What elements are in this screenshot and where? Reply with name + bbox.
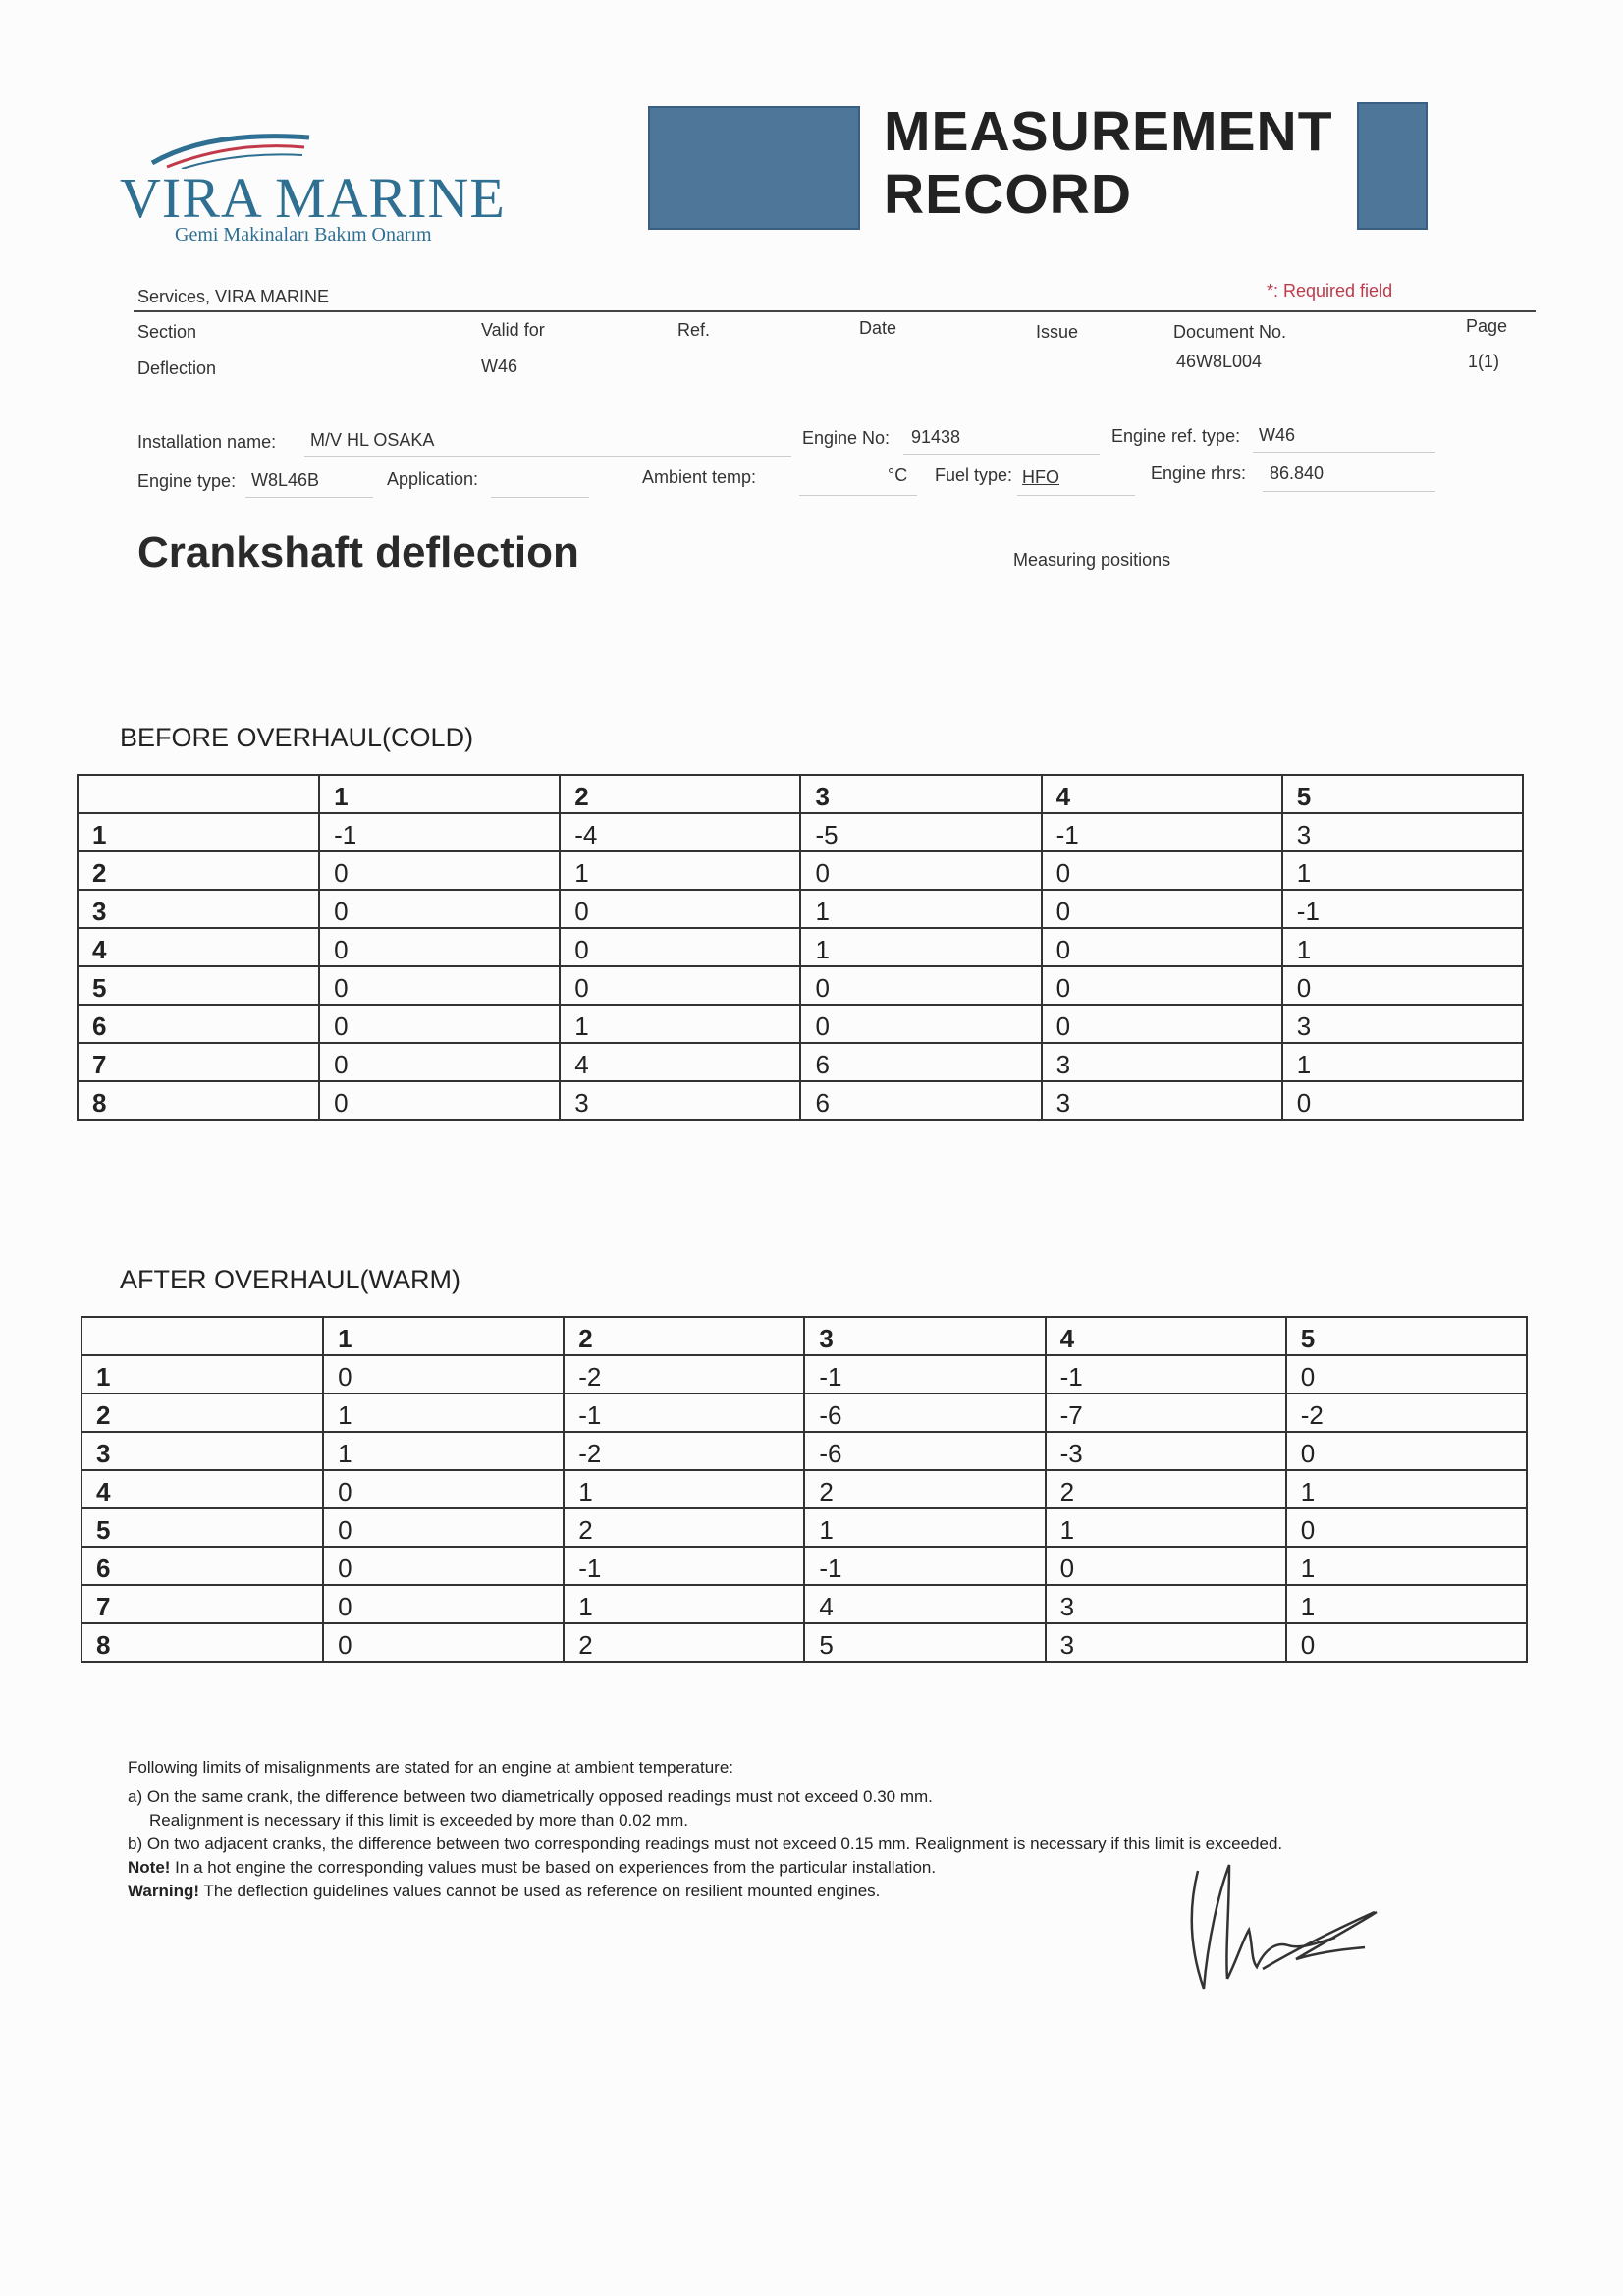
table-row bbox=[81, 1585, 1527, 1623]
table-row bbox=[81, 1623, 1527, 1662]
deflection-cell: -1 bbox=[1042, 813, 1282, 851]
row-header: 6 bbox=[78, 1005, 319, 1043]
row-header: 6 bbox=[81, 1547, 323, 1585]
deflection-cell: 0 bbox=[319, 928, 560, 966]
title-box-right bbox=[1357, 102, 1428, 230]
column-header: 1 bbox=[323, 1317, 564, 1355]
deflection-cell: 1 bbox=[1286, 1547, 1527, 1585]
notes-note bbox=[128, 1856, 1282, 1880]
table-row bbox=[78, 966, 1523, 1005]
row-header: 1 bbox=[81, 1355, 323, 1394]
engine-ref-value: W46 bbox=[1259, 425, 1296, 445]
deflection-cell: -5 bbox=[800, 813, 1041, 851]
deflection-cell: 0 bbox=[319, 1005, 560, 1043]
table-corner-cell bbox=[81, 1317, 323, 1355]
engine-rhrs-label: Engine rhrs: bbox=[1151, 464, 1247, 483]
row-header: 5 bbox=[81, 1508, 323, 1547]
valid-for-label: Valid for bbox=[481, 320, 545, 340]
row-header: 4 bbox=[78, 928, 319, 966]
note-label: Note! bbox=[128, 1858, 171, 1877]
row-header: 5 bbox=[78, 966, 319, 1005]
column-header: 3 bbox=[800, 775, 1041, 813]
deflection-cell: 4 bbox=[804, 1585, 1045, 1623]
deflection-cell: 1 bbox=[323, 1394, 564, 1432]
deflection-cell: -1 bbox=[564, 1394, 804, 1432]
column-header: 1 bbox=[319, 775, 560, 813]
row-header: 2 bbox=[81, 1394, 323, 1432]
table-row bbox=[81, 1508, 1527, 1547]
deflection-cell: 0 bbox=[1042, 1005, 1282, 1043]
deflection-cell: 0 bbox=[1282, 1081, 1523, 1120]
deflection-cell: 0 bbox=[1286, 1623, 1527, 1662]
deflection-cell: 0 bbox=[323, 1623, 564, 1662]
deflection-cell: 0 bbox=[323, 1508, 564, 1547]
engine-rhrs-value: 86.840 bbox=[1270, 464, 1325, 483]
valid-for-value: W46 bbox=[481, 356, 518, 376]
page-value: 1(1) bbox=[1468, 352, 1500, 371]
notes-b: b) On two adjacent cranks, the difference between two corresponding readings must not exceed 0.15 mm. Realignment is necessary if this limit is exceeded. bbox=[128, 1834, 1283, 1853]
deflection-cell: -1 bbox=[319, 813, 560, 851]
deflection-cell: -4 bbox=[560, 813, 800, 851]
warning-text: The deflection guidelines values cannot be used as reference on resilient mounted engines. bbox=[199, 1882, 881, 1900]
table-row bbox=[78, 851, 1523, 890]
deflection-cell: 0 bbox=[1042, 928, 1282, 966]
deflection-cell: 0 bbox=[319, 851, 560, 890]
deflection-cell: -1 bbox=[1282, 890, 1523, 928]
row-header: 7 bbox=[78, 1043, 319, 1081]
table-row bbox=[81, 1394, 1527, 1432]
application-label: Application: bbox=[387, 469, 479, 489]
section-value: Deflection bbox=[137, 358, 217, 378]
notes-intro: Following limits of misalignments are stated for an engine at ambient temperature: bbox=[128, 1758, 734, 1777]
table-row bbox=[78, 1043, 1523, 1081]
deflection-cell: -6 bbox=[804, 1394, 1045, 1432]
deflection-cell: 1 bbox=[564, 1470, 804, 1508]
deflection-cell: -2 bbox=[1286, 1394, 1527, 1432]
deflection-cell: 1 bbox=[564, 1585, 804, 1623]
column-header: 2 bbox=[560, 775, 800, 813]
fuel-type-field-line bbox=[1017, 495, 1135, 496]
engine-type-label: Engine type: bbox=[137, 471, 237, 491]
ambient-temp-unit: °C bbox=[888, 465, 908, 485]
deflection-cell: 0 bbox=[560, 966, 800, 1005]
deflection-cell: 1 bbox=[1286, 1585, 1527, 1623]
deflection-cell: -2 bbox=[564, 1355, 804, 1394]
section-label: Section bbox=[137, 322, 197, 342]
deflection-cell: 0 bbox=[560, 928, 800, 966]
engine-no-value: 91438 bbox=[911, 427, 961, 447]
header-rule bbox=[134, 310, 1536, 312]
deflection-cell: 3 bbox=[1042, 1043, 1282, 1081]
row-header: 3 bbox=[81, 1432, 323, 1470]
row-header: 8 bbox=[78, 1081, 319, 1120]
row-header: 7 bbox=[81, 1585, 323, 1623]
row-header: 8 bbox=[81, 1623, 323, 1662]
deflection-cell: 0 bbox=[323, 1585, 564, 1623]
table-row bbox=[78, 1005, 1523, 1043]
company-tagline: Gemi Makinaları Bakım Onarım bbox=[175, 224, 432, 246]
after-heading: AFTER OVERHAUL(WARM) bbox=[120, 1265, 461, 1294]
deflection-cell: 0 bbox=[800, 851, 1041, 890]
deflection-cell: 1 bbox=[1046, 1508, 1286, 1547]
fuel-type-value: HFO bbox=[1022, 467, 1059, 487]
deflection-cell: 3 bbox=[1042, 1081, 1282, 1120]
row-header: 4 bbox=[81, 1470, 323, 1508]
column-header: 5 bbox=[1282, 775, 1523, 813]
deflection-cell: 0 bbox=[1286, 1508, 1527, 1547]
deflection-cell: 0 bbox=[560, 890, 800, 928]
ambient-temp-label: Ambient temp: bbox=[642, 467, 757, 487]
deflection-cell: 0 bbox=[800, 966, 1041, 1005]
deflection-cell: 1 bbox=[1282, 928, 1523, 966]
row-header: 1 bbox=[78, 813, 319, 851]
deflection-cell: 0 bbox=[319, 1081, 560, 1120]
deflection-cell: 2 bbox=[564, 1508, 804, 1547]
ref-label: Ref. bbox=[677, 320, 711, 340]
table-corner-cell bbox=[78, 775, 319, 813]
deflection-cell: 0 bbox=[1042, 851, 1282, 890]
table-row bbox=[81, 1432, 1527, 1470]
deflection-cell: -7 bbox=[1046, 1394, 1286, 1432]
signature bbox=[1168, 1851, 1394, 2008]
company-logo: VIRA MARINE bbox=[120, 166, 506, 230]
services-label: Services, VIRA MARINE bbox=[137, 287, 330, 306]
main-title: Crankshaft deflection bbox=[137, 528, 579, 576]
row-header: 3 bbox=[78, 890, 319, 928]
column-header: 5 bbox=[1286, 1317, 1527, 1355]
table-row bbox=[81, 1547, 1527, 1585]
installation-label: Installation name: bbox=[137, 432, 277, 452]
required-field-note: *: Required field bbox=[1267, 281, 1393, 301]
date-label: Date bbox=[859, 318, 897, 338]
table-row bbox=[78, 1081, 1523, 1120]
deflection-cell: 6 bbox=[800, 1043, 1041, 1081]
table-row bbox=[78, 890, 1523, 928]
deflection-cell: 2 bbox=[564, 1623, 804, 1662]
page-label: Page bbox=[1466, 316, 1508, 336]
deflection-cell: 3 bbox=[1046, 1585, 1286, 1623]
column-header: 4 bbox=[1042, 775, 1282, 813]
deflection-cell: -6 bbox=[804, 1432, 1045, 1470]
table-row bbox=[81, 1470, 1527, 1508]
table-row bbox=[78, 928, 1523, 966]
column-header: 4 bbox=[1046, 1317, 1286, 1355]
deflection-cell: 0 bbox=[1286, 1432, 1527, 1470]
record-title-line1: MEASUREMENT bbox=[884, 100, 1333, 163]
deflection-cell: -1 bbox=[804, 1355, 1045, 1394]
deflection-cell: -2 bbox=[564, 1432, 804, 1470]
engine-ref-label: Engine ref. type: bbox=[1111, 426, 1241, 446]
note-text: In a hot engine the corresponding values must be based on experiences from the particular installation. bbox=[170, 1858, 937, 1877]
deflection-cell: 0 bbox=[323, 1547, 564, 1585]
document-no-value: 46W8L004 bbox=[1176, 352, 1263, 371]
warning-label: Warning! bbox=[128, 1882, 200, 1900]
deflection-cell: 1 bbox=[560, 851, 800, 890]
deflection-cell: 1 bbox=[1286, 1470, 1527, 1508]
document-no-label: Document No. bbox=[1173, 322, 1287, 342]
engine-ref-field-line bbox=[1253, 452, 1435, 453]
engine-no-field-line bbox=[903, 454, 1100, 455]
deflection-cell: 0 bbox=[1046, 1547, 1286, 1585]
application-field-line bbox=[491, 497, 589, 498]
deflection-cell: 1 bbox=[800, 928, 1041, 966]
table-row bbox=[78, 813, 1523, 851]
ambient-temp-field-line bbox=[799, 495, 917, 496]
deflection-cell: 0 bbox=[323, 1470, 564, 1508]
fuel-type-label: Fuel type: bbox=[935, 465, 1013, 485]
column-header: 2 bbox=[564, 1317, 804, 1355]
issue-label: Issue bbox=[1036, 322, 1079, 342]
deflection-cell: 3 bbox=[560, 1081, 800, 1120]
engine-rhrs-field-line bbox=[1263, 491, 1435, 492]
deflection-cell: 0 bbox=[1286, 1355, 1527, 1394]
installation-value: M/V HL OSAKA bbox=[310, 430, 435, 450]
engine-type-value: W8L46B bbox=[251, 470, 320, 490]
deflection-cell: 1 bbox=[1282, 851, 1523, 890]
misalignment-notes bbox=[128, 1756, 1282, 1903]
deflection-cell: 0 bbox=[319, 966, 560, 1005]
before-heading: BEFORE OVERHAUL(COLD) bbox=[120, 723, 474, 752]
deflection-cell: 1 bbox=[560, 1005, 800, 1043]
table-header-row bbox=[78, 775, 1523, 813]
record-title bbox=[884, 100, 1333, 226]
deflection-cell: 1 bbox=[323, 1432, 564, 1470]
deflection-cell: 6 bbox=[800, 1081, 1041, 1120]
deflection-cell: -1 bbox=[564, 1547, 804, 1585]
deflection-cell: 1 bbox=[1282, 1043, 1523, 1081]
deflection-cell: 0 bbox=[323, 1355, 564, 1394]
deflection-cell: 0 bbox=[319, 890, 560, 928]
record-title-line2: RECORD bbox=[884, 163, 1133, 226]
deflection-cell: 4 bbox=[560, 1043, 800, 1081]
deflection-cell: -1 bbox=[804, 1547, 1045, 1585]
deflection-cell: 0 bbox=[319, 1043, 560, 1081]
installation-field-line bbox=[304, 456, 791, 457]
deflection-cell: 3 bbox=[1046, 1623, 1286, 1662]
deflection-cell: 0 bbox=[1282, 966, 1523, 1005]
deflection-cell: 0 bbox=[1042, 890, 1282, 928]
title-box-left bbox=[648, 106, 860, 230]
logo-swoosh-icon bbox=[147, 130, 314, 169]
deflection-cell: 0 bbox=[1042, 966, 1282, 1005]
deflection-cell: 5 bbox=[804, 1623, 1045, 1662]
deflection-cell: -3 bbox=[1046, 1432, 1286, 1470]
engine-no-label: Engine No: bbox=[802, 428, 891, 448]
row-header: 2 bbox=[78, 851, 319, 890]
notes-a1: a) On the same crank, the difference between two diametrically opposed readings must not exceed 0.30 mm. bbox=[128, 1787, 933, 1806]
measuring-positions-label: Measuring positions bbox=[1013, 550, 1171, 570]
after-deflection-table bbox=[81, 1316, 1528, 1663]
before-deflection-table bbox=[77, 774, 1524, 1121]
table-row bbox=[81, 1355, 1527, 1394]
table-header-row bbox=[81, 1317, 1527, 1355]
column-header: 3 bbox=[804, 1317, 1045, 1355]
deflection-cell: 1 bbox=[800, 890, 1041, 928]
deflection-cell: -1 bbox=[1046, 1355, 1286, 1394]
deflection-cell: 2 bbox=[804, 1470, 1045, 1508]
notes-warning bbox=[128, 1880, 1282, 1903]
deflection-cell: 3 bbox=[1282, 813, 1523, 851]
deflection-cell: 1 bbox=[804, 1508, 1045, 1547]
engine-type-field-line bbox=[245, 497, 373, 498]
notes-a2: Realignment is necessary if this limit is exceeded by more than 0.02 mm. bbox=[149, 1811, 688, 1830]
deflection-cell: 0 bbox=[800, 1005, 1041, 1043]
deflection-cell: 3 bbox=[1282, 1005, 1523, 1043]
deflection-cell: 2 bbox=[1046, 1470, 1286, 1508]
